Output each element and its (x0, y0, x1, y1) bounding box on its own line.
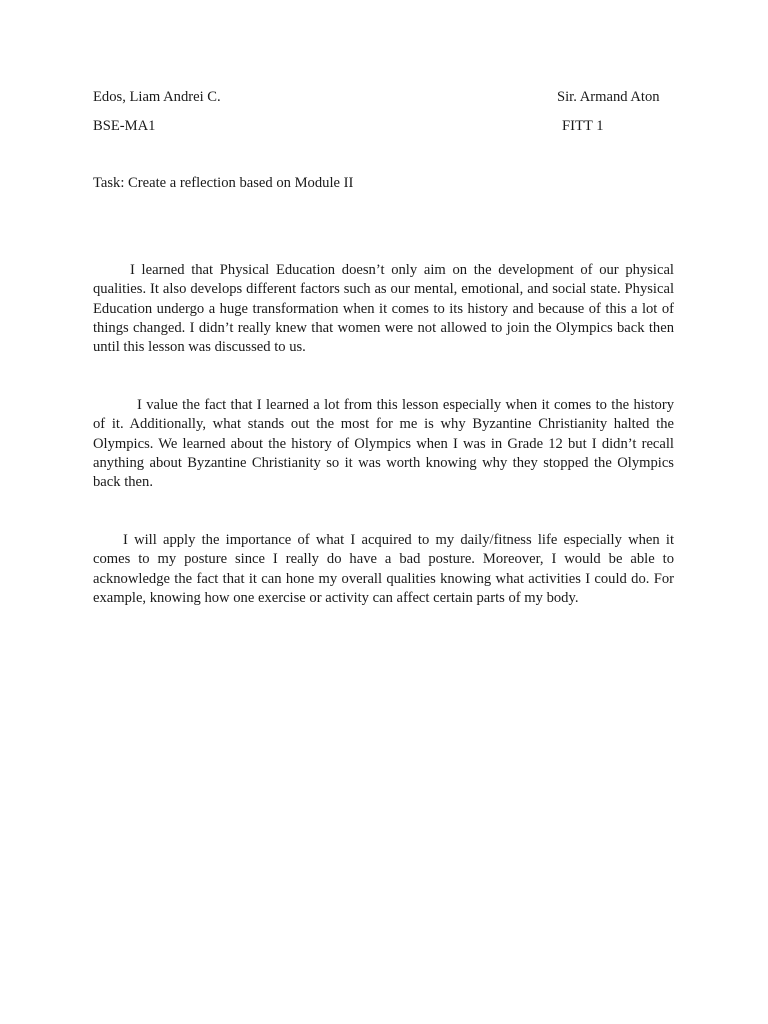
section-label: BSE-MA1 (93, 118, 156, 134)
reflection-paragraph-1: I learned that Physical Education doesn’t only aim on the development of our physical qualities. It also develops different factors such as our mental, emotional, and social state. Physical Education undergo a huge transformation when it comes to its history and because of this a lot of things changed. I didn’t really knew that women were not allowed to join the Olympics back then until this lesson was discussed to us. (93, 262, 674, 356)
course-label: FITT 1 (562, 118, 604, 134)
student-name: Edos, Liam Andrei C. (93, 89, 221, 105)
instructor-name: Sir. Armand Aton (557, 89, 660, 105)
task-line: Task: Create a reflection based on Module II (93, 175, 354, 191)
reflection-paragraph-2: I value the fact that I learned a lot from this lesson especially when it comes to the history of it. Additionally, what stands out the most for me is why Byzantine Christianity halted the Olympics. We learned about the history of Olympics when I was in Grade 12 but I didn’t recall anything about Byzantine Christianity so it was worth knowing why they stopped the Olympics back then. (93, 397, 674, 491)
reflection-paragraph-3: I will apply the importance of what I acquired to my daily/fitness life especially when it comes to my posture since I really do have a bad posture. Moreover, I would be able to acknowledge the fact that it can hone my overall qualities knowing what activities I could do. For example, knowing how one exercise or activity can affect certain parts of my body. (93, 532, 674, 606)
